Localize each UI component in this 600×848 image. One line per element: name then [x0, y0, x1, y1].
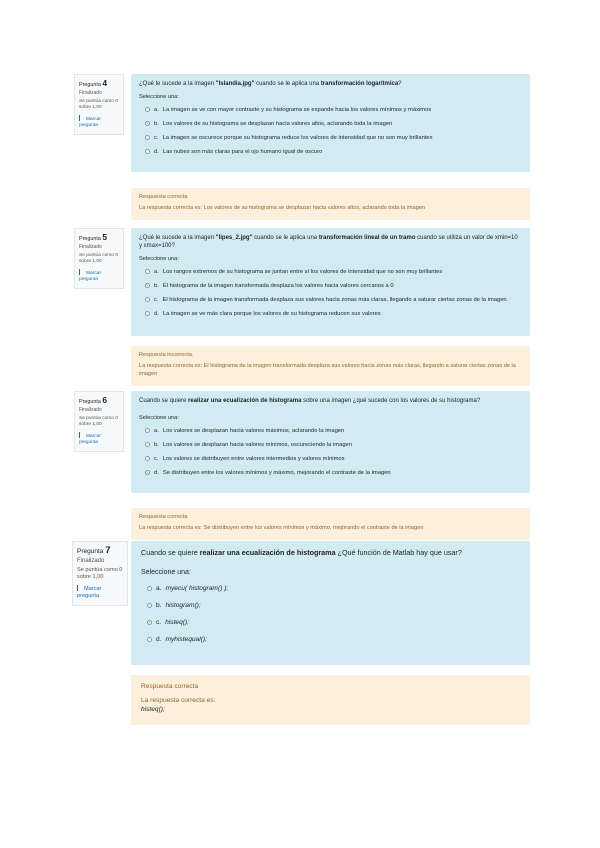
question-grade: Se puntúa como 0 sobre 1,00 [77, 567, 123, 580]
answer-option-a[interactable]: a. Los rangos extremos de su histograma se juntan entre sí los valores de intensidad que no son muy brillantes [145, 268, 522, 276]
feedback-5 [131, 346, 530, 386]
radio-button-selected[interactable] [145, 283, 150, 288]
answer-prompt: Seleccione una: [141, 569, 191, 576]
question-info-6 [74, 391, 124, 452]
flag-icon [79, 432, 85, 438]
answer-list [139, 106, 522, 156]
question-state: Finalizado [79, 407, 102, 413]
question-content-4 [131, 74, 530, 172]
flag-icon [79, 269, 85, 275]
question-number: Pregunta 5 [79, 232, 108, 242]
question-text: Cuando se quiere realizar una ecualización de histograma sobre una imagen ¿qué sucede con los valores de su histograma? [139, 398, 481, 404]
radio-button[interactable] [145, 456, 150, 461]
answer-option-d[interactable]: d. Las nubes son más claras para el ojo humano igual de oscuro [145, 148, 522, 156]
feedback-status: Respuesta correcta [139, 514, 188, 520]
question-text: Cuando se quiere realizar una ecualización de histograma ¿Qué función de Matlab hay que usar? [141, 548, 462, 557]
feedback-status: Respuesta incorrecta. [139, 352, 194, 358]
radio-button[interactable] [145, 135, 150, 140]
answer-prompt: Seleccione una: [139, 415, 179, 421]
answer-option-b[interactable]: b. Los valores se desplazan hacia valores mínimos, oscureciendo la imagen [145, 441, 522, 449]
question-content-5 [131, 228, 530, 336]
question-number: Pregunta 7 [77, 545, 111, 556]
answer-option-c[interactable]: c. El histograma de la imagen transformada desplaza sus valores hacia zonas más claras, llegando a saturar ciertas zonas de la imagen [145, 296, 522, 304]
question-info-5 [74, 228, 124, 289]
feedback-right-value: histeq(); [141, 706, 165, 713]
answer-option-b[interactable]: b. El histograma de la imagen transformada desplaza los valores hacia valores cercanos a 0 [145, 282, 522, 290]
flag-question-link[interactable]: Marcar pregunta [79, 434, 101, 445]
feedback-status: Respuesta correcta [139, 194, 188, 200]
radio-button-selected[interactable] [147, 620, 152, 625]
flag-icon [77, 585, 83, 591]
answer-option-a[interactable]: a. La imagen se ve con mayor contraste y su histograma se expande hacia los valores mínimos y máximos [145, 106, 522, 114]
answer-option-d[interactable]: d. La imagen se ve más clara porque los valores de su histograma reducen sus valores [145, 310, 522, 318]
feedback-7 [131, 675, 530, 725]
answer-prompt: Seleccione una: [139, 94, 179, 100]
question-state: Finalizado [79, 90, 102, 96]
question-number: Pregunta 6 [79, 395, 108, 405]
radio-button[interactable] [145, 428, 150, 433]
answer-prompt: Seleccione una: [139, 256, 179, 262]
question-grade: Se puntúa como 0 sobre 1,00 [79, 99, 118, 110]
question-grade: Se puntúa como 0 sobre 1,00 [79, 416, 118, 427]
question-text: ¿Qué le sucede a la imagen "lipes_2.jpg" cuando se le aplica una transformación lineal de un tramo cuando se utiliza un valor de xmin=10 y xmax=100? [139, 235, 518, 249]
radio-button-selected[interactable] [145, 121, 150, 126]
question-grade: Se puntúa como 0 sobre 1,00 [79, 253, 118, 264]
answer-option-a[interactable]: a. myecu( histogram() ); [147, 585, 520, 593]
feedback-4 [131, 188, 530, 220]
radio-button[interactable] [145, 149, 150, 154]
feedback-right-answer: La respuesta correcta es: Se distribuyen entre los valores mínimos y máximo, mejorando el contraste de la imagen [139, 525, 424, 531]
question-info-7 [72, 541, 128, 606]
answer-option-c[interactable]: c. Los valores se distribuyen entre valores intermedios y valores mínimos [145, 455, 522, 463]
feedback-status: Respuesta correcta [141, 683, 199, 690]
answer-option-c[interactable]: c. histeq(); [147, 619, 520, 627]
question-state: Finalizado [79, 244, 102, 250]
question-number: Pregunta 4 [79, 78, 108, 88]
answer-option-c[interactable]: c. La imagen se oscurece porque su histograma reduce los valores de intensidad que no son muy brillantes [145, 134, 522, 142]
question-content-7 [131, 541, 530, 665]
flag-question-link[interactable]: Marcar pregunta [77, 586, 102, 599]
radio-button[interactable] [145, 297, 150, 302]
feedback-right-answer: La respuesta correcta es: histeq(); [141, 697, 216, 713]
radio-button[interactable] [145, 442, 150, 447]
flag-question-link[interactable]: Marcar pregunta [79, 117, 101, 128]
radio-button[interactable] [145, 311, 150, 316]
answer-option-b[interactable]: b. histogram(); [147, 602, 520, 610]
answer-option-a[interactable]: a. Los valores se desplazan hacia valores máximos, aclarando la imagen [145, 427, 522, 435]
question-text: ¿Qué le sucede a la imagen "Islandia.jpg" cuando se le aplica una transformación logarítmica? [139, 81, 402, 87]
flag-icon [79, 115, 85, 121]
answer-list [139, 268, 522, 318]
answer-list [141, 585, 520, 644]
question-content-6 [131, 391, 530, 493]
question-info-4 [74, 74, 124, 135]
feedback-6 [131, 508, 530, 540]
flag-question-link[interactable]: Marcar pregunta [79, 271, 101, 282]
radio-button-selected[interactable] [145, 470, 150, 475]
feedback-right-answer: La respuesta correcta es: El histograma de la imagen transformada desplaza sus valores hacia zonas más claras, llegando a saturar ciertas zonas de la imagen [139, 363, 516, 377]
radio-button[interactable] [147, 586, 152, 591]
answer-list [139, 427, 522, 477]
radio-button[interactable] [147, 637, 152, 642]
answer-option-b[interactable]: b. Los valores de su histograma se desplazan hacia valores altos, aclarando toda la imagen [145, 120, 522, 128]
feedback-right-answer: La respuesta correcta es: Los valores de su histograma se desplazan hacia valores altos, aclarando toda la imagen [139, 205, 426, 211]
radio-button[interactable] [147, 603, 152, 608]
answer-option-d[interactable]: d. myhistequal(); [147, 636, 520, 644]
radio-button[interactable] [145, 269, 150, 274]
radio-button[interactable] [145, 107, 150, 112]
question-state: Finalizado [77, 558, 105, 564]
answer-option-d[interactable]: d. Se distribuyen entre los valores mínimos y máximo, mejorando el contraste de la imagen [145, 469, 522, 477]
